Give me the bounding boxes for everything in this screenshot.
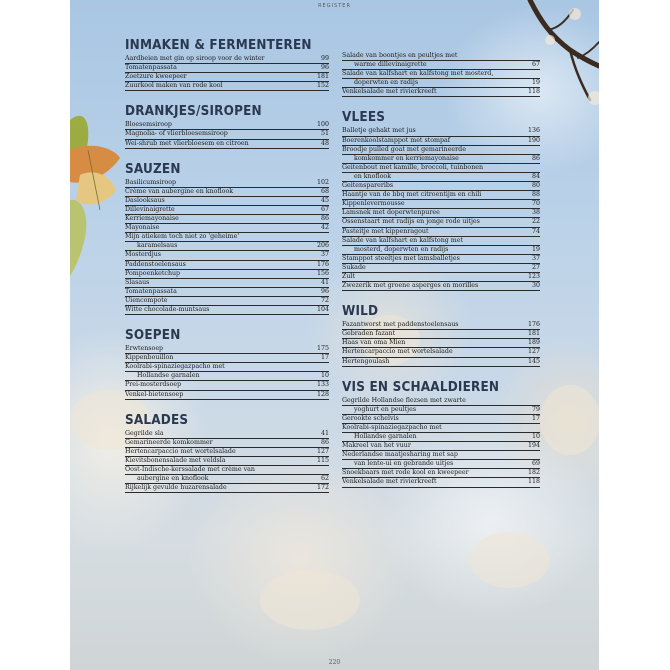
entry-title: Haas van oma Mien	[342, 339, 406, 347]
entry-title: doperwten en radijs	[354, 79, 419, 87]
entry-title: Wei-shrub met vlierbloesem en citroen	[125, 139, 249, 147]
index-entry	[342, 155, 540, 164]
entry-page: 17	[320, 354, 329, 362]
index-entry	[342, 330, 540, 339]
entry-title: Fazantworst met paddenstoelensaus	[342, 321, 459, 329]
entry-page: 145	[527, 357, 540, 365]
section-heading: DRANKJES/SIROPEN	[125, 104, 262, 120]
entry-page: 30	[531, 282, 540, 290]
entry-title: Broodje pulled goat met gemarineerde	[342, 145, 466, 153]
index-entry	[125, 391, 329, 400]
index-entry	[125, 484, 329, 493]
entry-title: Kievitsbonensalade met veldsla	[125, 456, 226, 464]
entry-title: Hertengoulash	[342, 357, 390, 365]
index-entry	[125, 354, 329, 363]
index-section	[342, 110, 540, 291]
index-entry	[342, 478, 540, 487]
entry-title: Tomatenpassata	[125, 287, 177, 295]
entry-title: Witte chocolade-muntsaus	[125, 305, 210, 313]
index-entry	[125, 448, 329, 457]
entry-title: Geitenbout met kamille, broccoli, tuinbonen	[342, 163, 484, 171]
index-entry	[125, 82, 329, 91]
entry-page: 175	[316, 345, 329, 353]
index-entry	[125, 233, 329, 242]
entry-page: 189	[527, 339, 540, 347]
entry-title: Nederlandse maatjesharing met sap	[342, 451, 458, 459]
entry-page: 51	[320, 130, 329, 138]
index-entry	[125, 215, 329, 224]
entry-page: 10	[531, 433, 540, 440]
entry-page: 102	[316, 178, 329, 186]
entry-title: Gebraden fazant	[342, 330, 396, 338]
entry-title: Mosterdjus	[125, 251, 162, 259]
index-entry	[125, 306, 329, 315]
entry-title: Hertencarpaccio met wortelsalade	[342, 348, 453, 356]
index-entry	[342, 424, 540, 433]
entry-title: Lamsnek met doperwtenpuree	[342, 209, 440, 217]
entry-title: Erwtensoep	[125, 345, 164, 353]
entry-title: Zwezerik met groene asperges en morilles	[342, 282, 479, 290]
entry-title: Gegrilde Hollandse flezsen met zwarte	[342, 396, 466, 404]
entry-title: Crème van aubergine en knoflook	[125, 187, 234, 195]
entry-title: Koolrabi-spinaziegazpacho met	[125, 363, 225, 371]
entry-title: mosterd, doperwten en radijs	[354, 245, 449, 253]
entry-title: Gegrilde sla	[125, 429, 164, 437]
section-heading: WILD	[342, 304, 379, 320]
entry-title: Basilicumsiroop	[125, 178, 177, 186]
index-section	[125, 162, 329, 315]
entry-title: Koolrabi-spinaziegazpacho met	[342, 423, 442, 431]
index-entry	[342, 273, 540, 282]
index-entry	[342, 127, 540, 136]
index-entry	[342, 358, 540, 367]
entry-title: warme dillevinaigrette	[354, 61, 427, 69]
entry-page: 118	[527, 478, 540, 486]
entry-page: 48	[320, 139, 329, 147]
entry-page: 86	[531, 154, 540, 162]
entry-page: 72	[320, 296, 329, 304]
entry-page: 10	[320, 372, 329, 380]
index-entry	[342, 442, 540, 451]
entry-page: 123	[527, 272, 540, 280]
entry-page: 181	[316, 73, 329, 81]
entry-page: 156	[316, 269, 329, 277]
entry-title: Snoekbaars met rode kool en kweepeer	[342, 469, 469, 477]
entry-page: 115	[316, 456, 329, 464]
entry-page: 67	[320, 205, 329, 213]
entry-title: Kerriemayonaise	[125, 215, 179, 223]
entry-title: Pasteitje met kippenragout	[342, 227, 429, 235]
index-section	[125, 413, 329, 494]
entry-title: Kippenlevermousse	[342, 200, 405, 208]
entry-page: 194	[527, 442, 540, 450]
index-entry	[125, 363, 329, 372]
index-entry	[342, 264, 540, 273]
index-entry	[125, 242, 329, 251]
entry-page: 88	[531, 191, 540, 199]
index-entry	[125, 372, 329, 381]
entry-page: 17	[531, 414, 540, 422]
entry-title: van lente-ui en gebrande uitjes	[354, 460, 454, 468]
index-entry	[342, 70, 540, 79]
entry-page: 84	[531, 172, 540, 180]
index-entry	[125, 466, 329, 475]
entry-page: 79	[531, 405, 540, 413]
entry-title: Tomatenpassata	[125, 64, 177, 72]
entry-page: 86	[320, 438, 329, 446]
entry-page: 37	[531, 254, 540, 262]
index-entry	[125, 430, 329, 439]
index-entry	[342, 52, 540, 61]
entry-title: Dillevinaigrette	[125, 205, 175, 213]
entry-page: 152	[316, 82, 329, 90]
entry-page: 62	[320, 475, 329, 483]
entry-title: karamelsaus	[137, 242, 178, 250]
index-entry	[125, 288, 329, 297]
index-entry	[342, 339, 540, 348]
index-entry	[342, 146, 540, 155]
section-heading: VLEES	[342, 110, 386, 126]
index-entry	[342, 246, 540, 255]
entry-page: 67	[531, 61, 540, 69]
index-section	[342, 52, 540, 97]
index-entry	[342, 406, 540, 415]
index-entry	[125, 197, 329, 206]
index-section	[125, 104, 329, 148]
page-number: 220	[328, 659, 341, 666]
index-entry	[125, 251, 329, 260]
entry-page: 100	[316, 121, 329, 129]
entry-title: Rijkelijk gevulde huzarensalade	[125, 484, 227, 492]
index-entry	[125, 279, 329, 288]
entry-page: 99	[320, 55, 329, 62]
index-entry	[342, 321, 540, 330]
entry-title: Oost-Indische-kerssalade met crème van	[125, 466, 255, 473]
index-entry	[125, 297, 329, 306]
index-column-right	[342, 52, 540, 501]
entry-title: Gemarineerde komkommer	[125, 438, 213, 446]
entry-title: Salade van boontjes en peultjes met	[342, 52, 458, 59]
entry-page: 96	[320, 64, 329, 72]
entry-title: Haantje van de bbq met citroentijm en chili	[342, 191, 482, 199]
entry-title: Hollandse garnalen	[354, 433, 417, 440]
entry-title: en knoflook	[354, 172, 392, 180]
entry-page: 27	[531, 263, 540, 271]
leaf-image	[70, 116, 120, 276]
entry-page: 176	[316, 260, 329, 268]
entry-page: 127	[527, 348, 540, 356]
entry-page: 86	[320, 215, 329, 223]
index-entry	[342, 255, 540, 264]
entry-page: 172	[316, 484, 329, 492]
index-entry	[342, 397, 540, 406]
entry-page: 181	[527, 330, 540, 338]
index-entry	[342, 137, 540, 146]
entry-title: aubergine en knoflook	[137, 475, 209, 483]
index-entry	[125, 345, 329, 354]
entry-title: Slasaus	[125, 278, 150, 286]
entry-title: komkommer en kerriemayonaise	[354, 154, 459, 162]
index-entry	[342, 79, 540, 88]
index-entry	[125, 206, 329, 215]
index-entry	[342, 348, 540, 357]
entry-page: 182	[527, 469, 540, 477]
entry-page: 69	[531, 460, 540, 468]
entry-title: Magnolia- of vlierbloesemsiroop	[125, 130, 228, 138]
index-entry	[125, 381, 329, 390]
entry-page: 38	[531, 209, 540, 217]
index-entry	[342, 433, 540, 442]
entry-title: Hertencarpaccio met wortelsalade	[125, 447, 236, 455]
entry-page: 96	[320, 287, 329, 295]
entry-page: 128	[316, 390, 329, 398]
entry-page: 70	[531, 200, 540, 208]
entry-title: Sukade	[342, 263, 366, 271]
entry-title: Mijn atiekem toch niet zo 'geheime'	[125, 233, 240, 241]
index-entry	[342, 173, 540, 182]
entry-title: Ossenstaart met radijs en jonge rode uitjes	[342, 218, 480, 226]
index-entry	[125, 64, 329, 73]
index-page	[70, 0, 599, 670]
index-entry	[125, 55, 329, 64]
index-entry	[342, 218, 540, 227]
entry-page: 104	[316, 305, 329, 313]
entry-page: 118	[527, 88, 540, 96]
entry-page: 127	[316, 447, 329, 455]
index-entry	[342, 451, 540, 460]
entry-title: Aardbeien met gin op siroop voor de winter	[125, 55, 265, 62]
entry-title: Kippenbouillon	[125, 354, 174, 362]
entry-title: Uiencompote	[125, 296, 168, 304]
index-entry	[342, 164, 540, 173]
entry-page: 206	[316, 242, 329, 250]
entry-page: 41	[320, 278, 329, 286]
index-entry	[125, 270, 329, 279]
entry-title: Boerenkoolstamppot met stompaf	[342, 136, 451, 144]
index-entry	[342, 191, 540, 200]
index-entry	[342, 237, 540, 246]
index-entry	[125, 224, 329, 233]
section-heading: SALADES	[125, 412, 189, 428]
entry-title: Balletje gehakt met jus	[342, 127, 416, 135]
running-header: REGISTER	[318, 3, 351, 9]
index-entry	[125, 261, 329, 270]
entry-page: 41	[320, 429, 329, 437]
entry-title: Bloesemsiroop	[125, 121, 172, 129]
entry-title: Stamppot steeltjes met lamsballetjes	[342, 254, 460, 262]
entry-title: yoghurt en peultjes	[354, 405, 417, 413]
index-entry	[342, 182, 540, 191]
index-entry	[342, 469, 540, 478]
index-entry	[125, 439, 329, 448]
section-heading: SAUZEN	[125, 161, 181, 177]
entry-title: Venkelsalade met rivierkreeft	[342, 478, 437, 486]
entry-page: 19	[531, 245, 540, 253]
index-entry	[342, 415, 540, 424]
entry-title: Zuurkool maken van rode kool	[125, 82, 223, 90]
index-entry	[342, 282, 540, 291]
entry-page: 190	[527, 136, 540, 144]
entry-page: 19	[531, 79, 540, 87]
index-entry	[125, 73, 329, 82]
index-entry	[125, 475, 329, 484]
entry-page: 68	[320, 187, 329, 195]
index-entry	[125, 457, 329, 466]
entry-title: Zoetzure kweepeer	[125, 73, 187, 81]
index-entry	[342, 61, 540, 70]
index-section	[342, 304, 540, 366]
index-entry	[342, 209, 540, 218]
index-section	[125, 328, 329, 400]
entry-page: 176	[527, 321, 540, 329]
entry-page: 22	[531, 218, 540, 226]
entry-page: 80	[531, 182, 540, 190]
index-entry	[342, 460, 540, 469]
entry-page: 74	[531, 227, 540, 235]
entry-page: 45	[320, 196, 329, 204]
entry-title: Makreel van het vuur	[342, 442, 411, 450]
entry-title: Daslooksaus	[125, 196, 165, 204]
entry-title: Paddenstoelensaus	[125, 260, 186, 268]
index-entry	[342, 200, 540, 209]
entry-title: Mayonaise	[125, 224, 160, 232]
entry-title: Gerookte schelvis	[342, 414, 399, 422]
section-heading: INMAKEN & FERMENTEREN	[125, 38, 312, 53]
entry-page: 42	[320, 224, 329, 232]
entry-page: 37	[320, 251, 329, 259]
entry-page: 136	[527, 127, 540, 135]
entry-title: Zult	[342, 272, 355, 280]
section-heading: SOEPEN	[125, 328, 181, 344]
entry-title: Geitenspareribs	[342, 182, 394, 190]
index-entry	[125, 140, 329, 149]
entry-title: Venkelsalade met rivierkreeft	[342, 88, 437, 96]
index-section	[342, 380, 540, 488]
entry-title: Prei-mosterdsoep	[125, 381, 182, 389]
index-entry	[342, 88, 540, 97]
entry-title: Salade van kalfshart en kalfstong met	[342, 236, 464, 244]
index-entry	[342, 228, 540, 237]
entry-title: Pompoenketchup	[125, 269, 181, 277]
entry-page: 133	[316, 381, 329, 389]
index-entry	[125, 179, 329, 188]
entry-title: Hollandse garnalen	[137, 372, 200, 380]
index-entry	[125, 130, 329, 139]
index-entry	[125, 188, 329, 197]
index-entry	[125, 121, 329, 130]
entry-title: Venkel-bietensoep	[125, 390, 184, 398]
index-section	[125, 38, 329, 91]
entry-title: Salade van kalfshart en kalfstong met mosterd,	[342, 70, 494, 78]
section-heading: VIS EN SCHAALDIEREN	[342, 379, 500, 395]
index-column-left	[125, 38, 329, 506]
